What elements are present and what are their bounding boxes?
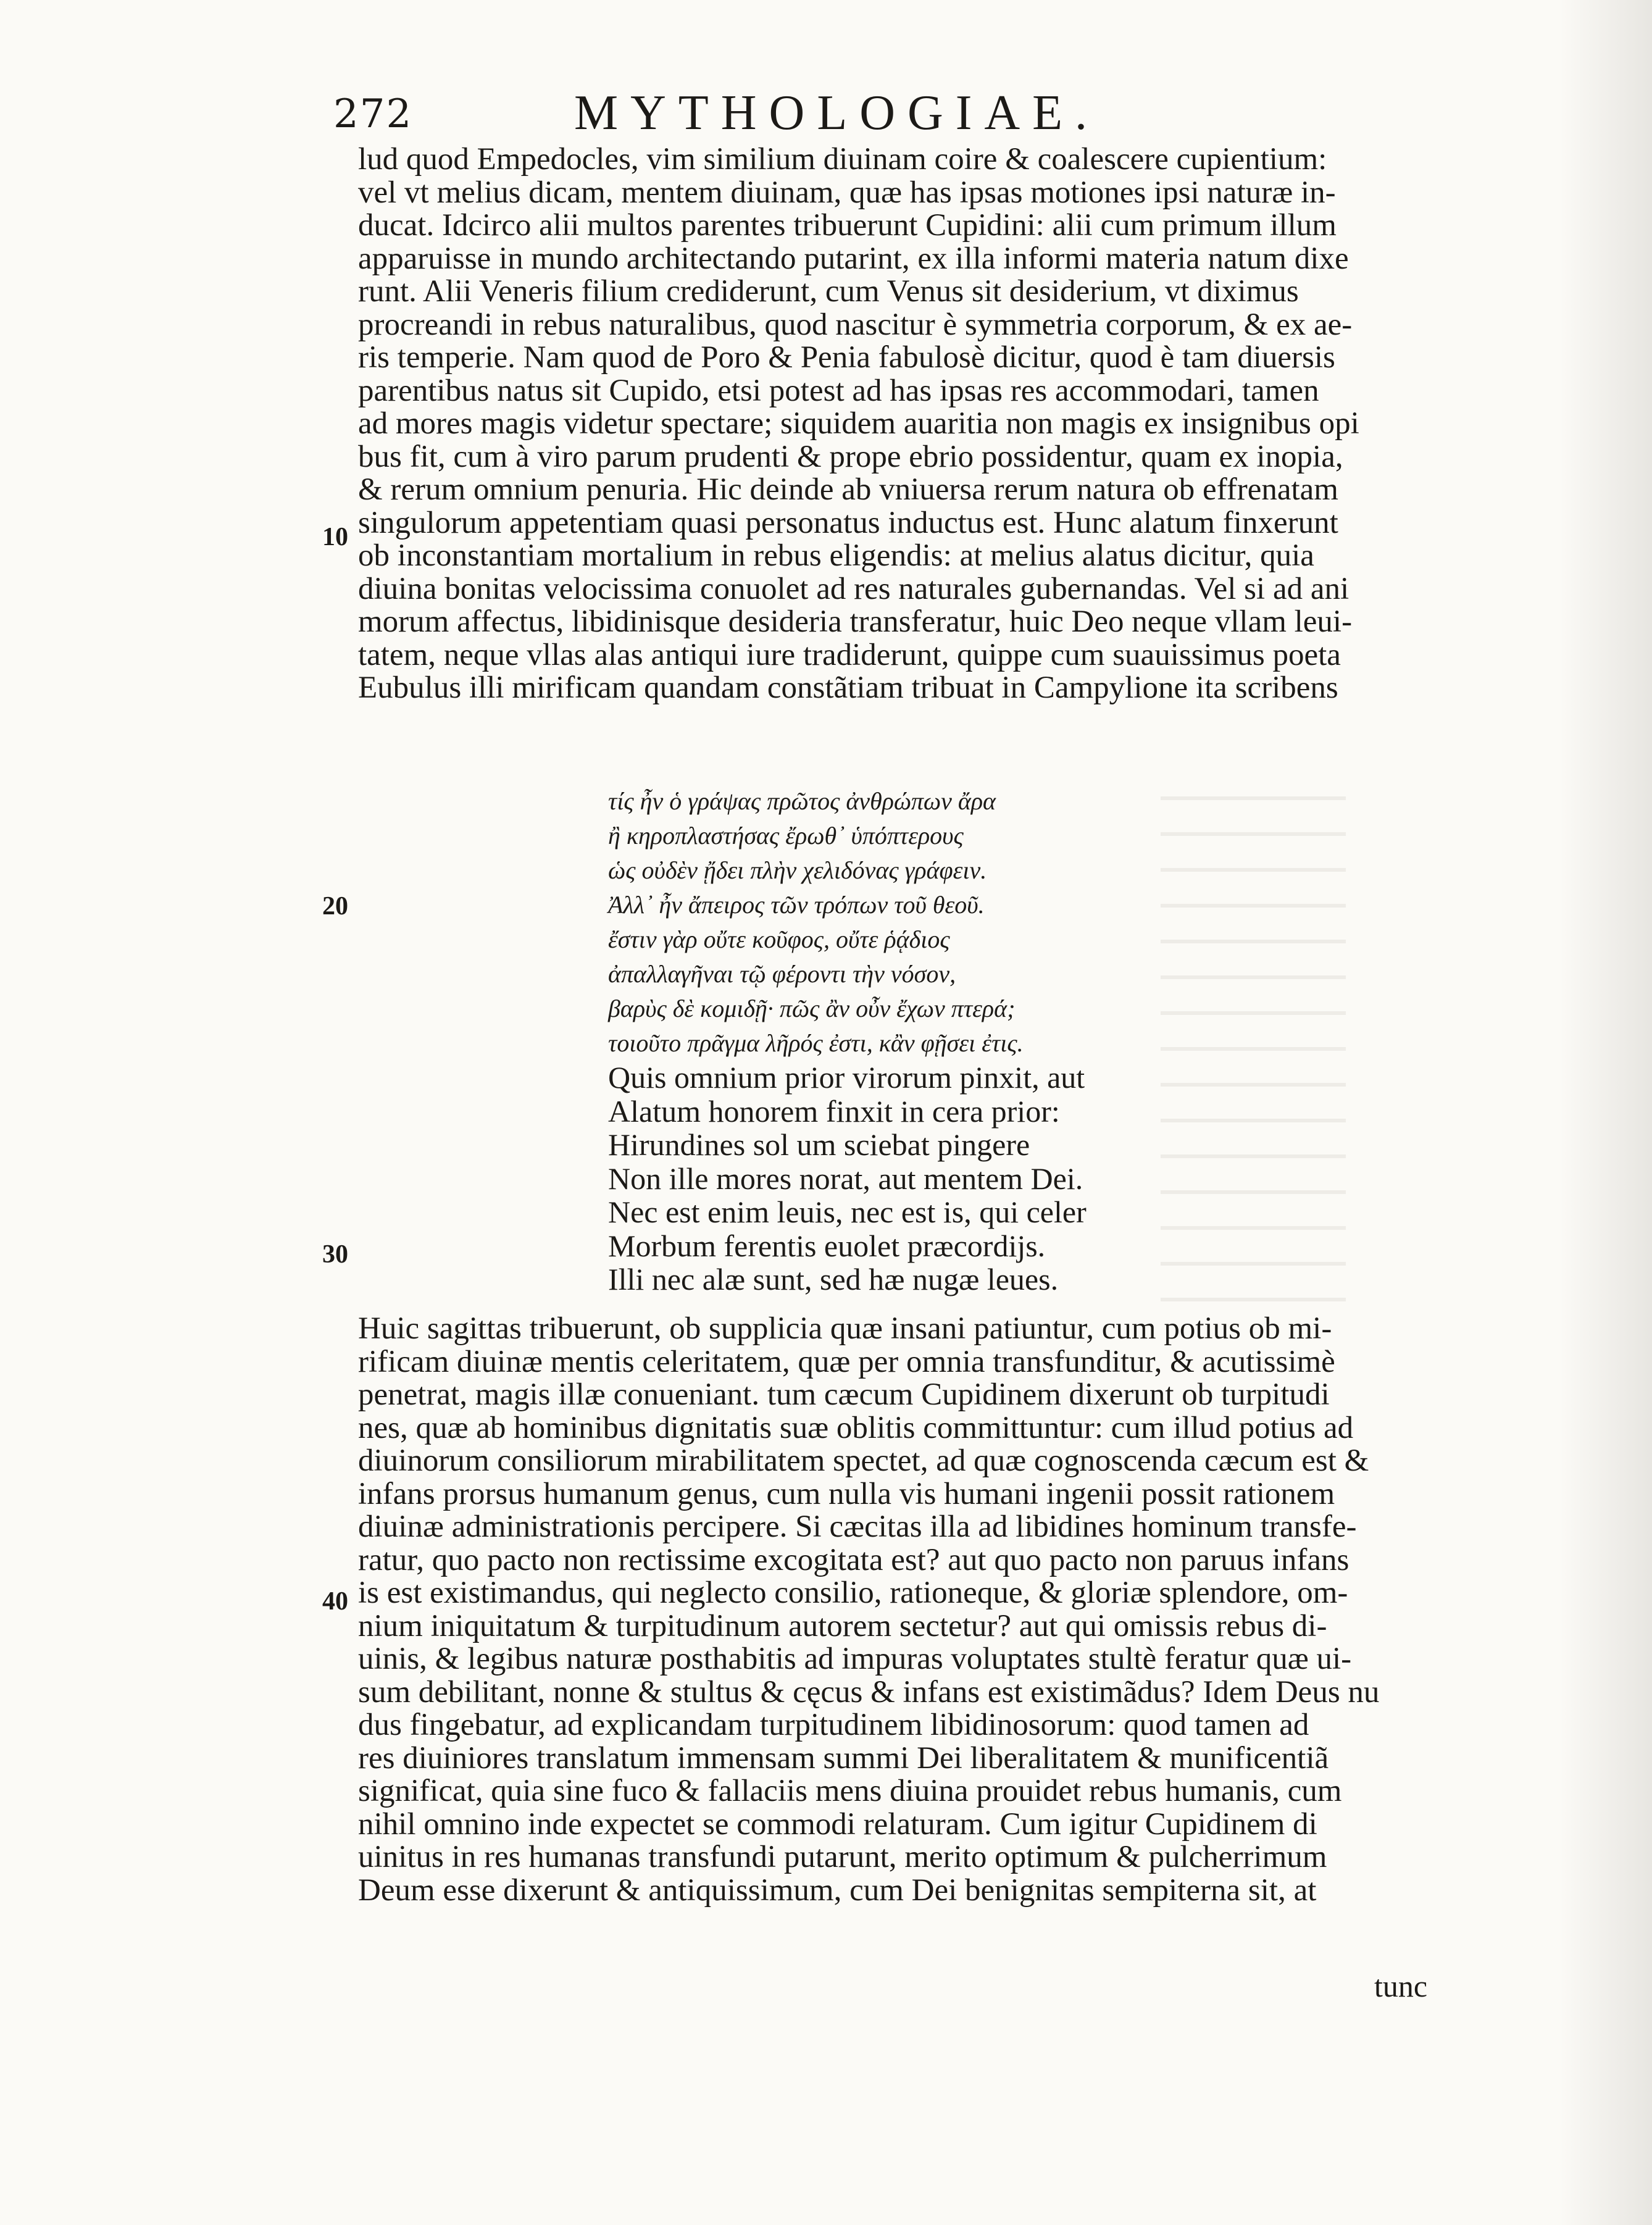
- text-line: tatem, neque vllas alas antiqui iure tradiderunt, quippe cum suauissimus poeta: [358, 637, 1341, 672]
- text-line: Deum esse dixerunt & antiquissimum, cum Dei benignitas sempiterna sit, at: [358, 1872, 1317, 1908]
- text-line: morum affectus, libidinisque desideria transferatur, huic Deo neque vllam leui-: [358, 604, 1353, 639]
- text-line: sum debilitant, nonne & stultus & cęcus & infans est existimãdus? Idem Deus nu: [358, 1674, 1380, 1709]
- greek-verse-line: ἢ κηροπλαστήσας ἔρωθ᾽ ὑπόπτερους: [608, 822, 964, 850]
- greek-verse-line: τοιοῦτο πρᾶγμα λῆρός ἐστι, κἂν φῇσει ἐτις.: [608, 1029, 1024, 1057]
- line-number-30: 30: [322, 1240, 348, 1269]
- greek-verse-line: Ἀλλ᾽ ἦν ἄπειρος τῶν τρόπων τοῦ θεοῦ.: [608, 891, 985, 919]
- text-line: ratur, quo pacto non rectissime excogitata est? aut quo pacto non paruus infans: [358, 1542, 1350, 1577]
- latin-verse-line: Hirundines sol um sciebat pingere: [608, 1127, 1030, 1162]
- text-line: penetrat, magis illæ conueniant. tum cæcum Cupidinem dixerunt ob turpitudi: [358, 1377, 1330, 1412]
- text-line: ris temperie. Nam quod de Poro & Penia fabulosè dicitur, quod è tam diuersis: [358, 340, 1335, 375]
- line-number-40: 40: [322, 1587, 348, 1616]
- text-line: apparuisse in mundo architectando putarint, ex illa informi materia natum dixe: [358, 241, 1349, 276]
- verse-quotation: [608, 784, 1201, 1296]
- text-line: infans prorsus humanum genus, cum nulla vis humani ingenii possit rationem: [358, 1476, 1335, 1511]
- text-line: procreandi in rebus naturalibus, quod nascitur è symmetria corporum, & ex ae-: [358, 307, 1353, 342]
- prose-block-bottom: [358, 1313, 1488, 1907]
- text-line: & rerum omnium penuria. Hic deinde ab vniuersa rerum natura ob effrenatam: [358, 472, 1338, 507]
- text-line: vel vt melius dicam, mentem diuinam, quæ has ipsas motiones ipsi naturæ in-: [358, 175, 1336, 210]
- latin-verse-line: Alatum honorem finxit in cera prior:: [608, 1093, 1060, 1129]
- text-line: ad mores magis videtur spectare; siquidem auaritia non magis ex insignibus opi: [358, 406, 1359, 441]
- text-line: Eubulus illi mirificam quandam constãtiam tribuat in Campylione ita scribens: [358, 670, 1338, 705]
- text-line: rificam diuinæ mentis celeritatem, quæ per omnia transfunditur, & acutissimè: [358, 1344, 1335, 1379]
- latin-verse-line: Morbum ferentis euolet præcordijs.: [608, 1228, 1046, 1263]
- greek-verse-line: ἔστιν γὰρ οὔτε κοῦφος, οὔτε ῥᾴδιος: [608, 925, 950, 953]
- text-line: diuinorum consiliorum mirabilitatem spectet, ad quæ cognoscenda cæcum est &: [358, 1443, 1369, 1478]
- text-line: dus fingebatur, ad explicandam turpitudinem libidinosorum: quod tamen ad: [358, 1708, 1309, 1742]
- text-line: bus fit, cum à viro parum prudenti & prope ebrio possidentur, quam ex inopia,: [358, 439, 1343, 474]
- latin-verse-line: Non ille mores norat, aut mentem Dei.: [608, 1161, 1083, 1196]
- text-line: nium iniquitatum & turpitudinum autorem sectetur? aut qui omissis rebus di-: [358, 1608, 1327, 1643]
- binding-shadow: [1559, 0, 1652, 2225]
- text-line: significat, quia sine fuco & fallaciis mens diuina prouidet rebus humanis, cum: [358, 1774, 1342, 1808]
- text-line: nihil omnino inde expectet se commodi relaturam. Cum igitur Cupidinem di: [358, 1806, 1317, 1842]
- greek-verse-line: ὡς οὐδὲν ᾔδει πλὴν χελιδόνας γράφειν.: [608, 856, 987, 884]
- text-line: is est existimandus, qui neglecto consilio, rationeque, & gloriæ splendore, om-: [358, 1576, 1348, 1610]
- latin-verse-line: Quis omnium prior virorum pinxit, aut: [608, 1060, 1085, 1095]
- prose-block-top: [358, 143, 1488, 705]
- page-number: 272: [333, 91, 413, 137]
- line-number-20: 20: [322, 892, 348, 920]
- text-line: uinitus in res humanas transfundi putarunt, merito optimum & pulcherrimum: [358, 1840, 1327, 1874]
- text-line: uinis, & legibus naturæ posthabitis ad impuras voluptates stultè feratur quæ ui-: [358, 1642, 1352, 1676]
- catchword: tunc: [1374, 1969, 1428, 2003]
- latin-verse-line: Nec est enim leuis, nec est is, qui celer: [608, 1195, 1087, 1229]
- text-line: diuinæ administrationis percipere. Si cæcitas illa ad libidines hominum transfe-: [358, 1509, 1357, 1544]
- text-line: singulorum appetentiam quasi personatus inductus est. Hunc alatum finxerunt: [358, 505, 1338, 540]
- latin-verse-line: Illi nec alæ sunt, sed hæ nugæ leues.: [608, 1262, 1059, 1296]
- text-line: Huic sagittas tribuerunt, ob supplicia quæ insani patiuntur, cum potius ob mi-: [358, 1311, 1332, 1346]
- text-line: res diuiniores translatum immensam summi Dei liberalitatem & munificentiã: [358, 1740, 1329, 1776]
- text-line: lud quod Empedocles, vim similium diuinam coire & coalescere cupientium:: [358, 142, 1327, 177]
- text-line: nes, quæ ab hominibus dignitatis suæ oblitis committuntur: cum illud potius ad: [358, 1410, 1354, 1445]
- greek-verse-line: βαρὺς δὲ κομιδῇ· πῶς ἂν οὖν ἔχων πτερά;: [608, 995, 1016, 1022]
- text-line: diuina bonitas velocissima conuolet ad res naturales gubernandas. Vel si ad ani: [358, 571, 1350, 606]
- text-line: ducat. Idcirco alii multos parentes tribuerunt Cupidini: alii cum primum illum: [358, 208, 1337, 243]
- line-number-10: 10: [322, 523, 348, 551]
- text-line: parentibus natus sit Cupido, etsi potest ad has ipsas res accommodari, tamen: [358, 373, 1319, 408]
- text-line: runt. Alii Veneris filium crediderunt, cum Venus sit desiderium, vt diximus: [358, 274, 1299, 309]
- greek-verse-line: τίς ἦν ὁ γράψας πρῶτος ἀνθρώπων ἄρα: [608, 787, 996, 815]
- running-head: MYTHOLOGIAE.: [574, 86, 1100, 140]
- text-line: ob inconstantiam mortalium in rebus eligendis: at melius alatus dicitur, quia: [358, 538, 1314, 573]
- greek-verse-line: ἀπαλλαγῆναι τῷ φέροντι τὴν νόσον,: [608, 960, 956, 988]
